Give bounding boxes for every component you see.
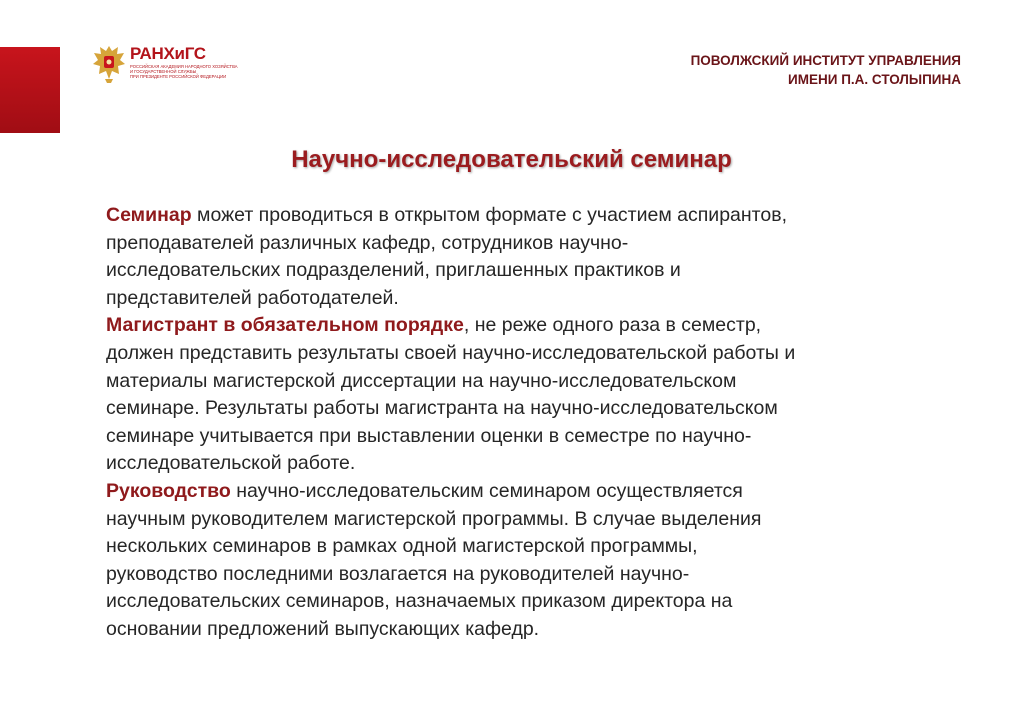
paragraph-line: семинаре. Результаты работы магистранта на научно-исследовательском — [106, 397, 778, 420]
slide-body — [106, 202, 966, 644]
institute-name — [691, 51, 961, 89]
institute-line: ПОВОЛЖСКИЙ ИНСТИТУТ УПРАВЛЕНИЯ — [690, 53, 961, 68]
logo-subtitle — [130, 64, 240, 79]
paragraph-line — [106, 202, 966, 230]
institute-line: ИМЕНИ П.А. СТОЛЫПИНА — [788, 72, 961, 87]
paragraph-line: материалы магистерской диссертации на научно-исследовательском — [106, 369, 737, 392]
paragraph-line: основании предложений выпускающих кафедр. — [106, 617, 540, 640]
paragraph-line: исследовательских подразделений, приглашенных практиков и — [106, 259, 681, 282]
paragraph-line: научным руководителем магистерской программы. В случае выделения — [106, 507, 762, 530]
ranepa-logo — [92, 43, 238, 89]
paragraph-line: исследовательской работе. — [106, 452, 356, 475]
paragraph-line — [106, 478, 966, 506]
bold-term: Магистрант в обязательном порядке — [106, 314, 464, 337]
paragraph-text: , не реже одного раза в семестр, — [463, 314, 762, 337]
paragraph-line: семинаре учитывается при выставлении оценки в семестре по научно- — [106, 424, 752, 447]
paragraph-line: должен представить результаты своей научно-исследовательской работы и — [106, 341, 796, 364]
eagle-emblem-icon — [92, 43, 126, 83]
bold-term: Руководство — [106, 479, 231, 502]
paragraph-line: нескольких семинаров в рамках одной магистерской программы, — [106, 535, 698, 558]
decorative-red-bar — [0, 47, 60, 133]
paragraph-text: может проводиться в открытом формате с участием аспирантов, — [191, 204, 787, 226]
slide-title: Научно-исследовательский семинар — [291, 146, 732, 173]
paragraph-line: преподавателей различных кафедр, сотрудников научно- — [106, 231, 629, 254]
paragraph-text: научно-исследовательским семинаром осуществляется — [230, 479, 743, 502]
logo-title: РАНХиГС — [130, 44, 206, 63]
logo-subtitle-line: И ГОСУДАРСТВЕННОЙ СЛУЖБЫ — [130, 69, 197, 74]
paragraph-line — [106, 312, 966, 340]
logo-subtitle-line: РОССИЙСКАЯ АКАДЕМИЯ НАРОДНОГО ХОЗЯЙСТВА — [130, 64, 238, 69]
paragraph-line: руководство последними возлагается на руководителей научно- — [106, 562, 690, 585]
logo-subtitle-line: ПРИ ПРЕЗИДЕНТЕ РОССИЙСКОЙ ФЕДЕРАЦИИ — [130, 74, 227, 79]
paragraph-line: исследовательских семинаров, назначаемых приказом директора на — [106, 590, 733, 613]
bold-term: Семинар — [106, 204, 192, 226]
paragraph-line: представителей работодателей. — [106, 286, 399, 309]
